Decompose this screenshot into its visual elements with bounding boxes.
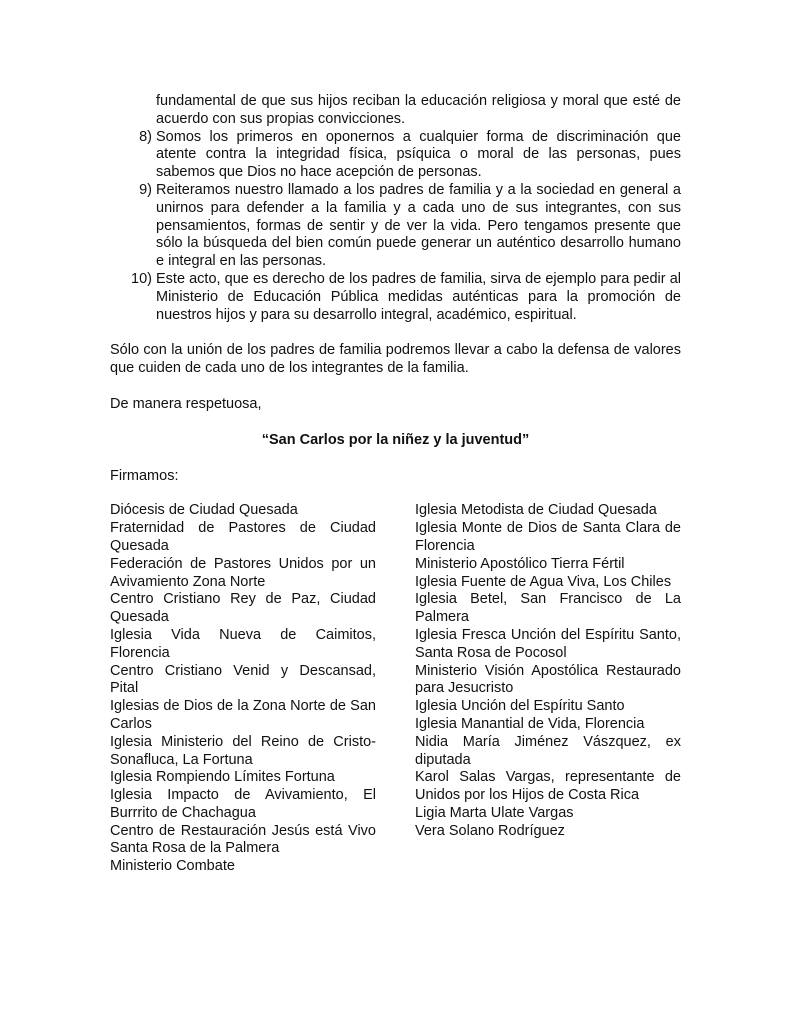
- signer: Iglesia Impacto de Avivamiento, El Burrrito de Chachagua: [110, 787, 376, 821]
- signer: Centro Cristiano Rey de Paz, Ciudad Quesada: [110, 591, 376, 626]
- signer: Vera Solano Rodríguez: [415, 822, 565, 839]
- signer: Nidia María Jiménez Vászquez, ex diputada: [415, 733, 681, 768]
- signer: Iglesia Rompiendo Límites Fortuna: [110, 769, 335, 786]
- signer: Ministerio Visión Apostólica Restaurado para Jesucristo: [415, 662, 681, 697]
- signers-section: [110, 502, 681, 876]
- signer: Iglesia Vida Nueva de Caimitos, Florencia: [110, 626, 376, 661]
- signer: Ligia Marta Ulate Vargas: [415, 804, 574, 821]
- signer: Iglesia Fuente de Agua Viva, Los Chiles: [415, 573, 672, 590]
- signer: Iglesia Ministerio del Reino de Cristo-Sonafluca, La Fortuna: [110, 733, 376, 768]
- list-item-text: Somos los primeros en oponernos a cualquier forma de discriminación que atente contra la integridad física, psíquica o moral de las personas, pues sabemos que Dios no hace acepción de personas.: [156, 128, 681, 181]
- document-page: [110, 93, 681, 876]
- signer: Ministerio Combate: [110, 858, 235, 875]
- list-item-number: 9): [139, 181, 152, 198]
- signed-label: Firmamos:: [110, 467, 179, 484]
- signer: Iglesia Betel, San Francisco de La Palmera: [415, 591, 681, 626]
- signers-left-column: [110, 502, 376, 876]
- salutation: De manera respetuosa,: [110, 395, 262, 412]
- numbered-list: [110, 93, 681, 324]
- signer: Centro de Restauración Jesús está Vivo Santa Rosa de la Palmera: [110, 822, 376, 857]
- signer: Karol Salas Vargas, representante de Unidos por los Hijos de Costa Rica: [415, 769, 681, 804]
- signer: Fraternidad de Pastores de Ciudad Quesada: [110, 520, 376, 554]
- list-item: [110, 129, 681, 182]
- signer: Diócesis de Ciudad Quesada: [110, 502, 298, 519]
- signers-right-column: [415, 502, 681, 876]
- signer: Federación de Pastores Unidos por un Avivamiento Zona Norte: [110, 555, 376, 590]
- list-item-text: Reiteramos nuestro llamado a los padres de familia y a la sociedad en general a unirnos para defender a la familia y a cada uno de sus integrantes, con sus pensamientos, formas de sentir y de ver la vida. Pero tengamos presente que sólo la búsqueda del bien común puede generar un auténtico desarrollo humano e integral en las personas.: [156, 181, 681, 270]
- list-item-number: 10): [131, 270, 152, 287]
- list-item-number: 8): [139, 128, 152, 145]
- signer: Ministerio Apostólico Tierra Fértil: [415, 555, 625, 572]
- list-item: [110, 271, 681, 324]
- signer: Iglesias de Dios de la Zona Norte de San Carlos: [110, 698, 376, 732]
- signer: Iglesia Monte de Dios de Santa Clara de Florencia: [415, 520, 681, 554]
- signer: Iglesia Metodista de Ciudad Quesada: [415, 502, 657, 519]
- closing-paragraph: Sólo con la unión de los padres de familia podremos llevar a cabo la defensa de valores que cuiden de cada uno de los integrantes de la familia.: [110, 342, 681, 377]
- signer: Iglesia Fresca Unción del Espíritu Santo, Santa Rosa de Pocosol: [415, 626, 681, 661]
- list-item-text: Este acto, que es derecho de los padres de familia, sirva de ejemplo para pedir al Ministerio de Educación Pública medidas auténticas para la promoción de nuestros hijos y para su desarrollo integral, académico, espiritual.: [156, 270, 681, 323]
- list-item-continuation: [110, 93, 681, 129]
- signer: Iglesia Manantial de Vida, Florencia: [415, 715, 645, 732]
- signer: Iglesia Unción del Espíritu Santo: [415, 698, 625, 715]
- motto: “San Carlos por la niñez y la juventud”: [261, 431, 530, 448]
- list-item-text: fundamental de que sus hijos reciban la educación religiosa y moral que esté de acuerdo con sus propias convicciones.: [156, 93, 681, 127]
- list-item: [110, 182, 681, 271]
- signer: Centro Cristiano Venid y Descansad, Pital: [110, 662, 376, 697]
